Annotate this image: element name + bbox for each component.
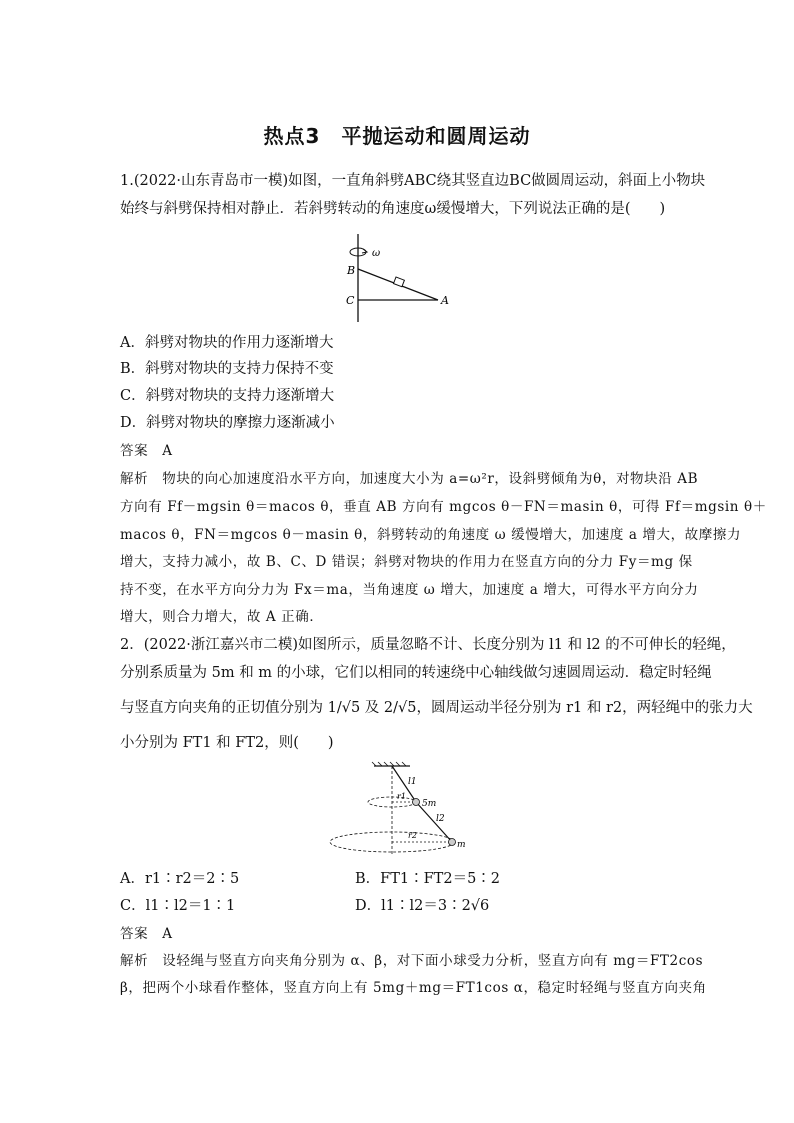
q2-option-b: B．FT1∶FT2＝5∶2 <box>355 871 501 887</box>
q2-stem-line-2: 分别系质量为 5m 和 m 的小球，它们以相同的转速绕中心轴线做匀速圆周运动．稳定时轻绳 <box>120 665 712 681</box>
q2-option-d: D．l1∶l2＝3∶2√6 <box>355 898 490 914</box>
q1-analysis-line-6: 增大，则合力增大，故 A 正确． <box>120 609 324 625</box>
q1-stem-line-1: 1.(2022·山东青岛市一模)如图，一直角斜劈ABC绕其竖直边BC做圆周运动，斜面上小物块 <box>120 173 706 189</box>
small-block-icon <box>393 277 404 287</box>
q1-wedge-figure <box>330 232 460 324</box>
q1-analysis-line-4: 增大，支持力减小，故 B、C、D 错误；斜劈对物块的作用力在竖直方向的分力 Fy＝mg 保 <box>120 554 693 570</box>
q1-stem-line-2: 始终与斜劈保持相对静止．若斜劈转动的角速度ω缓慢增大，下列说法正确的是( ) <box>120 201 666 217</box>
label-l2: l2 <box>436 814 445 824</box>
q1-answer: 答案 A <box>120 443 173 459</box>
label-m: m <box>457 840 466 850</box>
q1-analysis-line-5: 持不变，在水平方向分力为 Fx＝ma，当角速度 ω 增大，加速度 a 增大，可得水平方向分力 <box>120 582 699 598</box>
ball-5m-icon <box>413 799 420 806</box>
q2-stem-line-3: 与竖直方向夹角的正切值分别为 1/√5 及 2/√5，圆周运动半径分别为 r1 和 r2，两轻绳中的张力大 <box>120 700 753 716</box>
q2-answer: 答案 A <box>120 926 173 942</box>
q1-option-b: B．斜劈对物块的支持力保持不变 <box>120 361 334 377</box>
ball-m-icon <box>449 839 456 846</box>
q2-analysis-line-1: 解析 设轻绳与竖直方向夹角分别为 α、β，对下面小球受力分析，竖直方向有 mg＝FT2cos <box>120 953 704 969</box>
q2-stem-line-1: 2．(2022·浙江嘉兴市二模)如图所示，质量忽略不计、长度分别为 l1 和 l2 的不可伸长的轻绳， <box>120 637 736 653</box>
label-l1: l1 <box>408 777 417 787</box>
q2-option-c: C．l1∶l2＝1∶1 <box>120 898 236 914</box>
q1-option-a: A．斜劈对物块的作用力逐渐增大 <box>120 335 334 351</box>
page-title: 热点3 平抛运动和圆周运动 <box>263 124 531 148</box>
q1-analysis-line-3: macos θ，FN＝mgcos θ－masin θ，斜劈转动的角速度 ω 缓慢增大，加速度 a 增大，故摩擦力 <box>120 527 742 543</box>
label-a: A <box>441 294 449 307</box>
q2-pendulum-figure <box>322 760 472 858</box>
q1-option-d: D．斜劈对物块的摩擦力逐渐减小 <box>120 415 335 431</box>
q2-option-a: A．r1∶r2＝2∶5 <box>120 871 240 887</box>
q1-analysis-line-2: 方向有 Ff－mgsin θ＝macos θ，垂直 AB 方向有 mgcos θ－FN＝masin θ，可得 Ff＝mgsin θ＋ <box>120 499 767 515</box>
q1-analysis-line-1: 解析 物块的向心加速度沿水平方向，加速度大小为 a=ω²r，设斜劈倾角为θ，对物块沿 AB <box>120 471 699 487</box>
label-5m: 5m <box>422 799 437 809</box>
label-r2: r2 <box>408 831 417 840</box>
label-omega: ω <box>372 248 381 259</box>
label-r1: r1 <box>397 792 406 801</box>
q2-stem-line-4: 小分别为 FT1 和 FT2，则( ) <box>120 735 334 751</box>
label-c: C <box>346 294 355 307</box>
q1-option-c: C．斜劈对物块的支持力逐渐增大 <box>120 388 335 404</box>
q2-analysis-line-2: β，把两个小球看作整体，竖直方向上有 5mg＋mg＝FT1cos α，稳定时轻绳与竖直方向夹角 <box>120 980 707 996</box>
label-b: B <box>347 264 356 277</box>
